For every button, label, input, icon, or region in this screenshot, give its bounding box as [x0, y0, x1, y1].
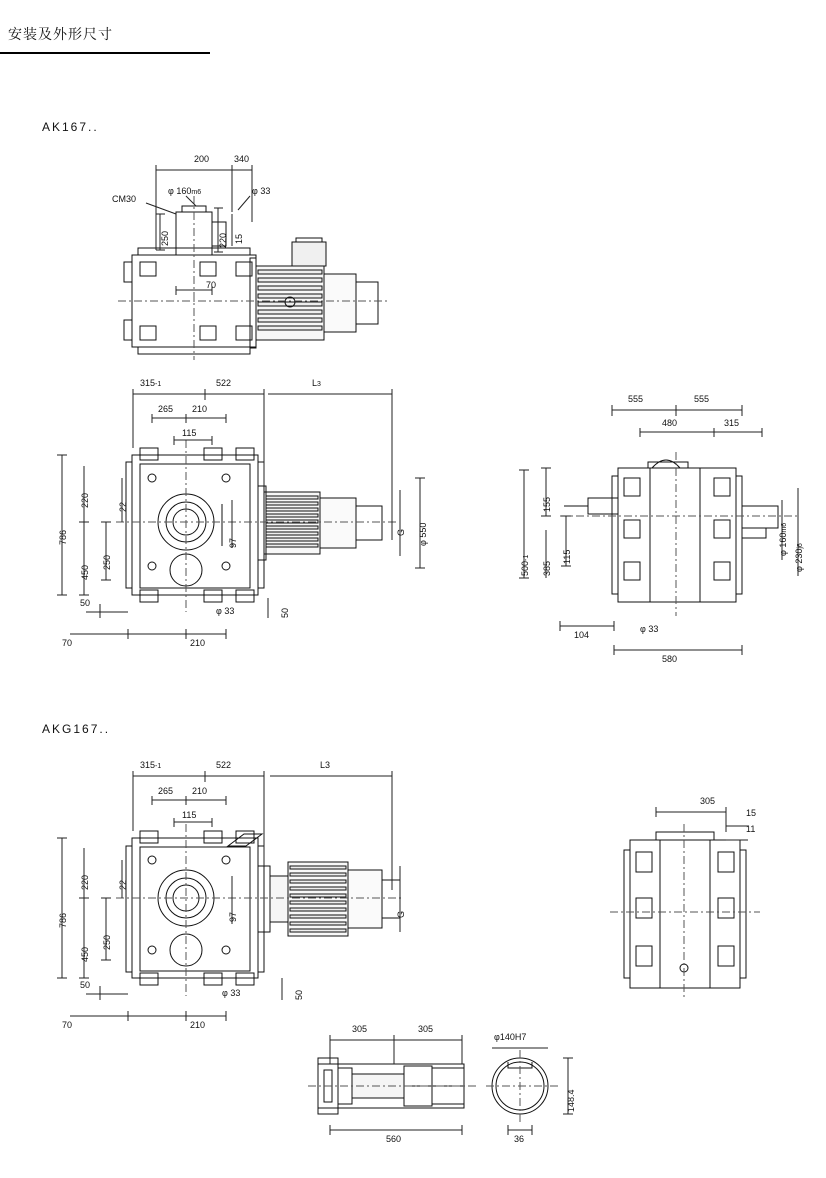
dim-560: 560	[386, 1134, 402, 1144]
dim-580: 580	[662, 654, 678, 664]
dim-15-side: 15	[746, 808, 757, 818]
section-label-ak167: AK167..	[42, 120, 99, 134]
dim-160m6-side: φ 160m6	[778, 522, 788, 556]
dim-50-left-akg: 50	[80, 980, 91, 990]
dim-97: 97	[228, 537, 238, 548]
dim-G: G	[396, 528, 406, 536]
dim-L3-akg: L3	[320, 760, 331, 770]
dim-70-akg: 70	[62, 1020, 73, 1030]
dim-210: 210	[192, 404, 208, 414]
dim-G-akg: G	[396, 910, 406, 918]
dim-550: φ 550	[418, 522, 428, 546]
dim-33-front: φ 33	[216, 606, 235, 616]
dim-220-front: 220	[80, 492, 90, 508]
dim-305-bottom-a: 305	[352, 1024, 368, 1034]
dim-385: 385	[542, 560, 552, 576]
dim-15-top: 15	[234, 233, 244, 244]
dim-450: 450	[80, 564, 90, 580]
dim-250-top: 250	[160, 230, 170, 246]
dim-305-bottom-b: 305	[418, 1024, 434, 1034]
dim-220-akg: 220	[80, 874, 90, 890]
dim-555-a: 555	[628, 394, 644, 404]
dim-33-side: φ 33	[640, 624, 659, 634]
page-title: 安装及外形尺寸	[8, 27, 113, 43]
dim-140H7: φ140H7	[494, 1032, 527, 1042]
dim-36: 36	[514, 1134, 525, 1144]
dim-155: 155	[542, 496, 552, 512]
dim-500-1: 500-1	[520, 554, 530, 576]
dim-L3: L3	[312, 378, 321, 388]
dim-50-right: 50	[280, 607, 290, 618]
dim-786-akg: 786	[58, 912, 68, 928]
dim-305-side: 305	[700, 796, 716, 806]
dim-70-front: 70	[62, 638, 73, 648]
dim-cm30: CM30	[112, 194, 137, 204]
dim-230j6: φ 230j6	[794, 543, 804, 572]
dim-315-1-akg: 315-1	[140, 760, 162, 770]
dim-50-right-akg: 50	[294, 989, 304, 1000]
dim-210-akg: 210	[192, 786, 208, 796]
dim-33-akg: φ 33	[222, 988, 241, 998]
dim-148-4: 148.4	[566, 1089, 576, 1112]
dim-265: 265	[158, 404, 174, 414]
section-label-akg167: AKG167..	[42, 722, 111, 736]
dim-11-side: 11	[746, 824, 756, 834]
dim-115-side: 115	[562, 549, 572, 564]
dim-210-bottom-akg: 210	[190, 1020, 206, 1030]
dim-220-top: 220	[218, 232, 228, 248]
dim-315-1: 315-1	[140, 378, 162, 388]
dim-522-akg: 522	[216, 760, 232, 770]
dim-50-left: 50	[80, 598, 91, 608]
dim-786: 786	[58, 529, 68, 545]
dim-250-akg: 250	[102, 934, 112, 950]
dim-97-akg: 97	[228, 911, 238, 922]
dim-104: 104	[574, 630, 590, 640]
dim-115-akg: 115	[182, 810, 197, 820]
dim-450-akg: 450	[80, 946, 90, 962]
dim-70-top: 70	[206, 280, 217, 290]
dim-22-akg: 22	[118, 879, 128, 890]
dim-200: 200	[194, 154, 210, 164]
dim-480: 480	[662, 418, 678, 428]
dim-522: 522	[216, 378, 232, 388]
dim-22: 22	[118, 501, 128, 512]
dim-265-akg: 265	[158, 786, 174, 796]
dim-250-front: 250	[102, 554, 112, 570]
dim-340: 340	[234, 154, 250, 164]
dim-33-top: φ 33	[252, 186, 271, 196]
dim-315-side: 315	[724, 418, 740, 428]
dim-160m6: φ 160m6	[168, 186, 202, 196]
dim-210-front: 210	[190, 638, 206, 648]
dim-115: 115	[182, 428, 197, 438]
dim-555-b: 555	[694, 394, 710, 404]
